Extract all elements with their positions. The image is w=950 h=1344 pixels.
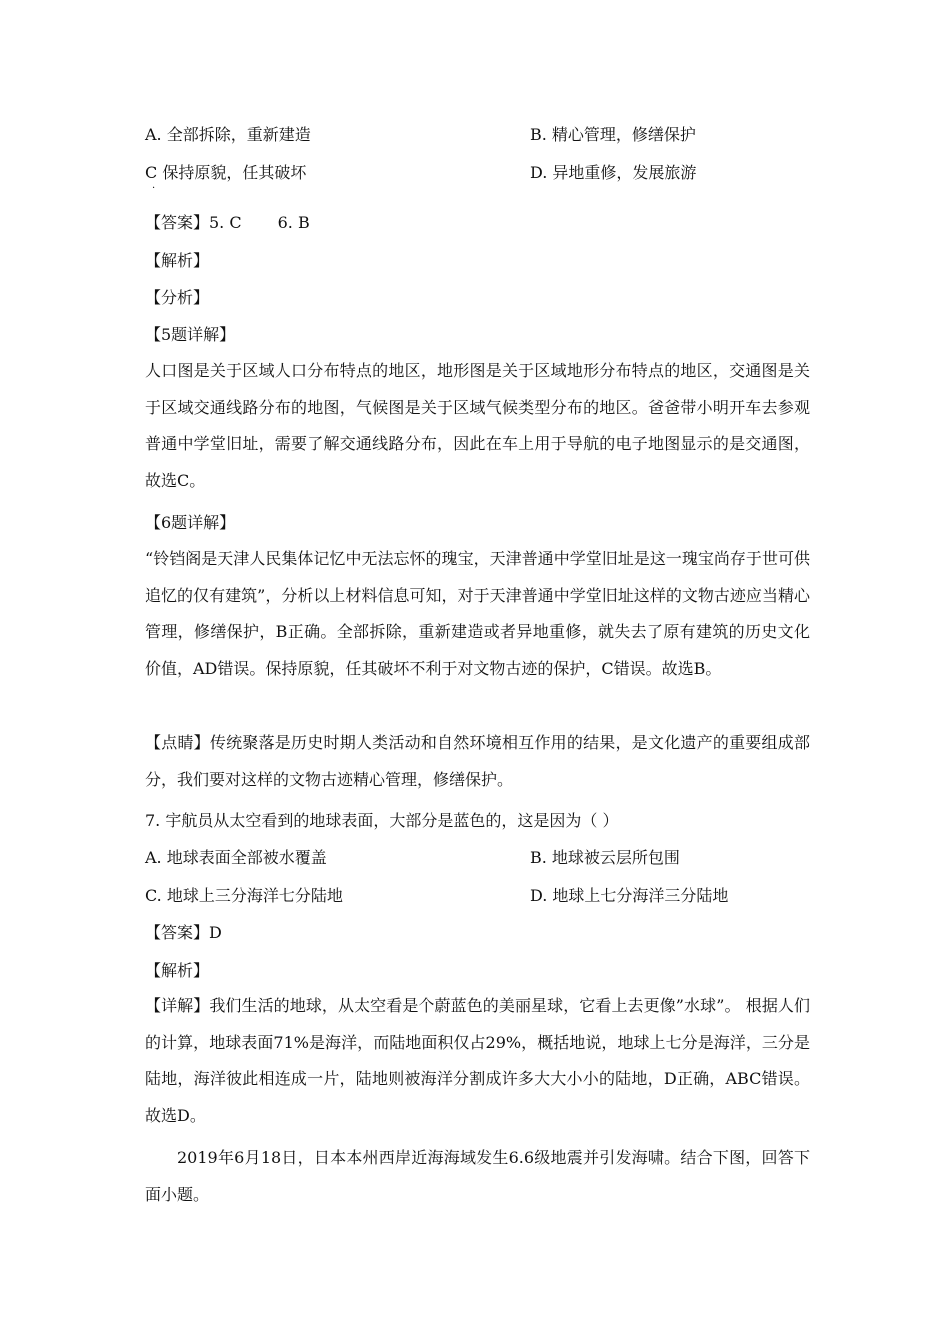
option-b: B. 精心管理，修缮保护 xyxy=(530,125,696,144)
option-c: C 保持原貌，任其破坏 xyxy=(145,163,307,182)
dianjing-text: 【点睛】传统聚落是历史时期人类活动和自然环境相互作用的结果，是文化遗产的重要组成部分，我们要对这样的文物古迹精心管理，修缮保护。 xyxy=(145,733,810,789)
q6-detail-label: 【6题详解】 xyxy=(145,513,236,532)
q7-option-d: D. 地球上七分海洋三分陆地 xyxy=(530,886,729,905)
answer-6: 6. B xyxy=(277,213,310,232)
answer-5-6 xyxy=(145,210,310,233)
q7-option-b: B. 地球被云层所包围 xyxy=(530,848,680,867)
option-d: D. 异地重修，发展旅游 xyxy=(530,163,697,182)
q7-option-a: A. 地球表面全部被水覆盖 xyxy=(145,848,327,867)
q5-detail-label: 【5题详解】 xyxy=(145,325,236,344)
analysis-label: 【解析】 xyxy=(145,251,210,270)
stray-dot: · xyxy=(152,183,156,194)
q7-analysis-label: 【解析】 xyxy=(145,961,210,980)
intro-text: 2019年6月18日，日本本州西岸近海海域发生6.6级地震并引发海啸。结合下图，回答下面小题。 xyxy=(145,1148,810,1204)
option-row-ab xyxy=(145,122,825,146)
fenxi-label: 【分析】 xyxy=(145,288,210,307)
q5-detail-text: 人口图是关于区域人口分布特点的地区，地形图是关于区域地形分布特点的地区，交通图是关于区域交通线路分布的地图，气候图是关于区域气候类型分布的地区。爸爸带小明开车去参观普通中学堂旧址，需要了解交通线路分布，因此在车上用于导航的电子地图显示的是交通图，故选C。 xyxy=(145,361,810,490)
q6-detail-text: “铃铛阁是天津人民集体记忆中无法忘怀的瑰宝，天津普通中学堂旧址是这一瑰宝尚存于世可供追忆的仅有建筑”，分析以上材料信息可知，对于天津普通中学堂旧址这样的文物古迹应当精心管理，修缮保护，B正确。全部拆除，重新建造或者异地重修，就失去了原有建筑的历史文化价值，AD错误。保持原貌，任其破坏不利于对文物古迹的保护，C错误。故选B。 xyxy=(145,549,810,678)
q7-answer: 【答案】D xyxy=(145,923,222,942)
option-row-cd xyxy=(145,160,825,184)
q7-detail-text: 【详解】我们生活的地球，从太空看是个蔚蓝色的美丽星球，它看上去更像”水球”。 根据人们的计算，地球表面71%是海洋，而陆地面积仅占29%，概括地说，地球上七分是海洋，三分是陆地，海洋彼此相连成一片，陆地则被海洋分割成许多大大小小的陆地，D正确，ABC错误。故选D。 xyxy=(145,996,810,1125)
q7-option-c: C. 地球上三分海洋七分陆地 xyxy=(145,886,343,905)
option-a: A. 全部拆除，重新建造 xyxy=(145,125,311,144)
q7-option-row-cd xyxy=(145,883,825,907)
q7-option-row-ab xyxy=(145,845,825,869)
answer-5: 【答案】5. C xyxy=(145,213,242,232)
q7-stem: 7. 宇航员从太空看到的地球表面，大部分是蓝色的，这是因为（ ） xyxy=(145,811,619,830)
